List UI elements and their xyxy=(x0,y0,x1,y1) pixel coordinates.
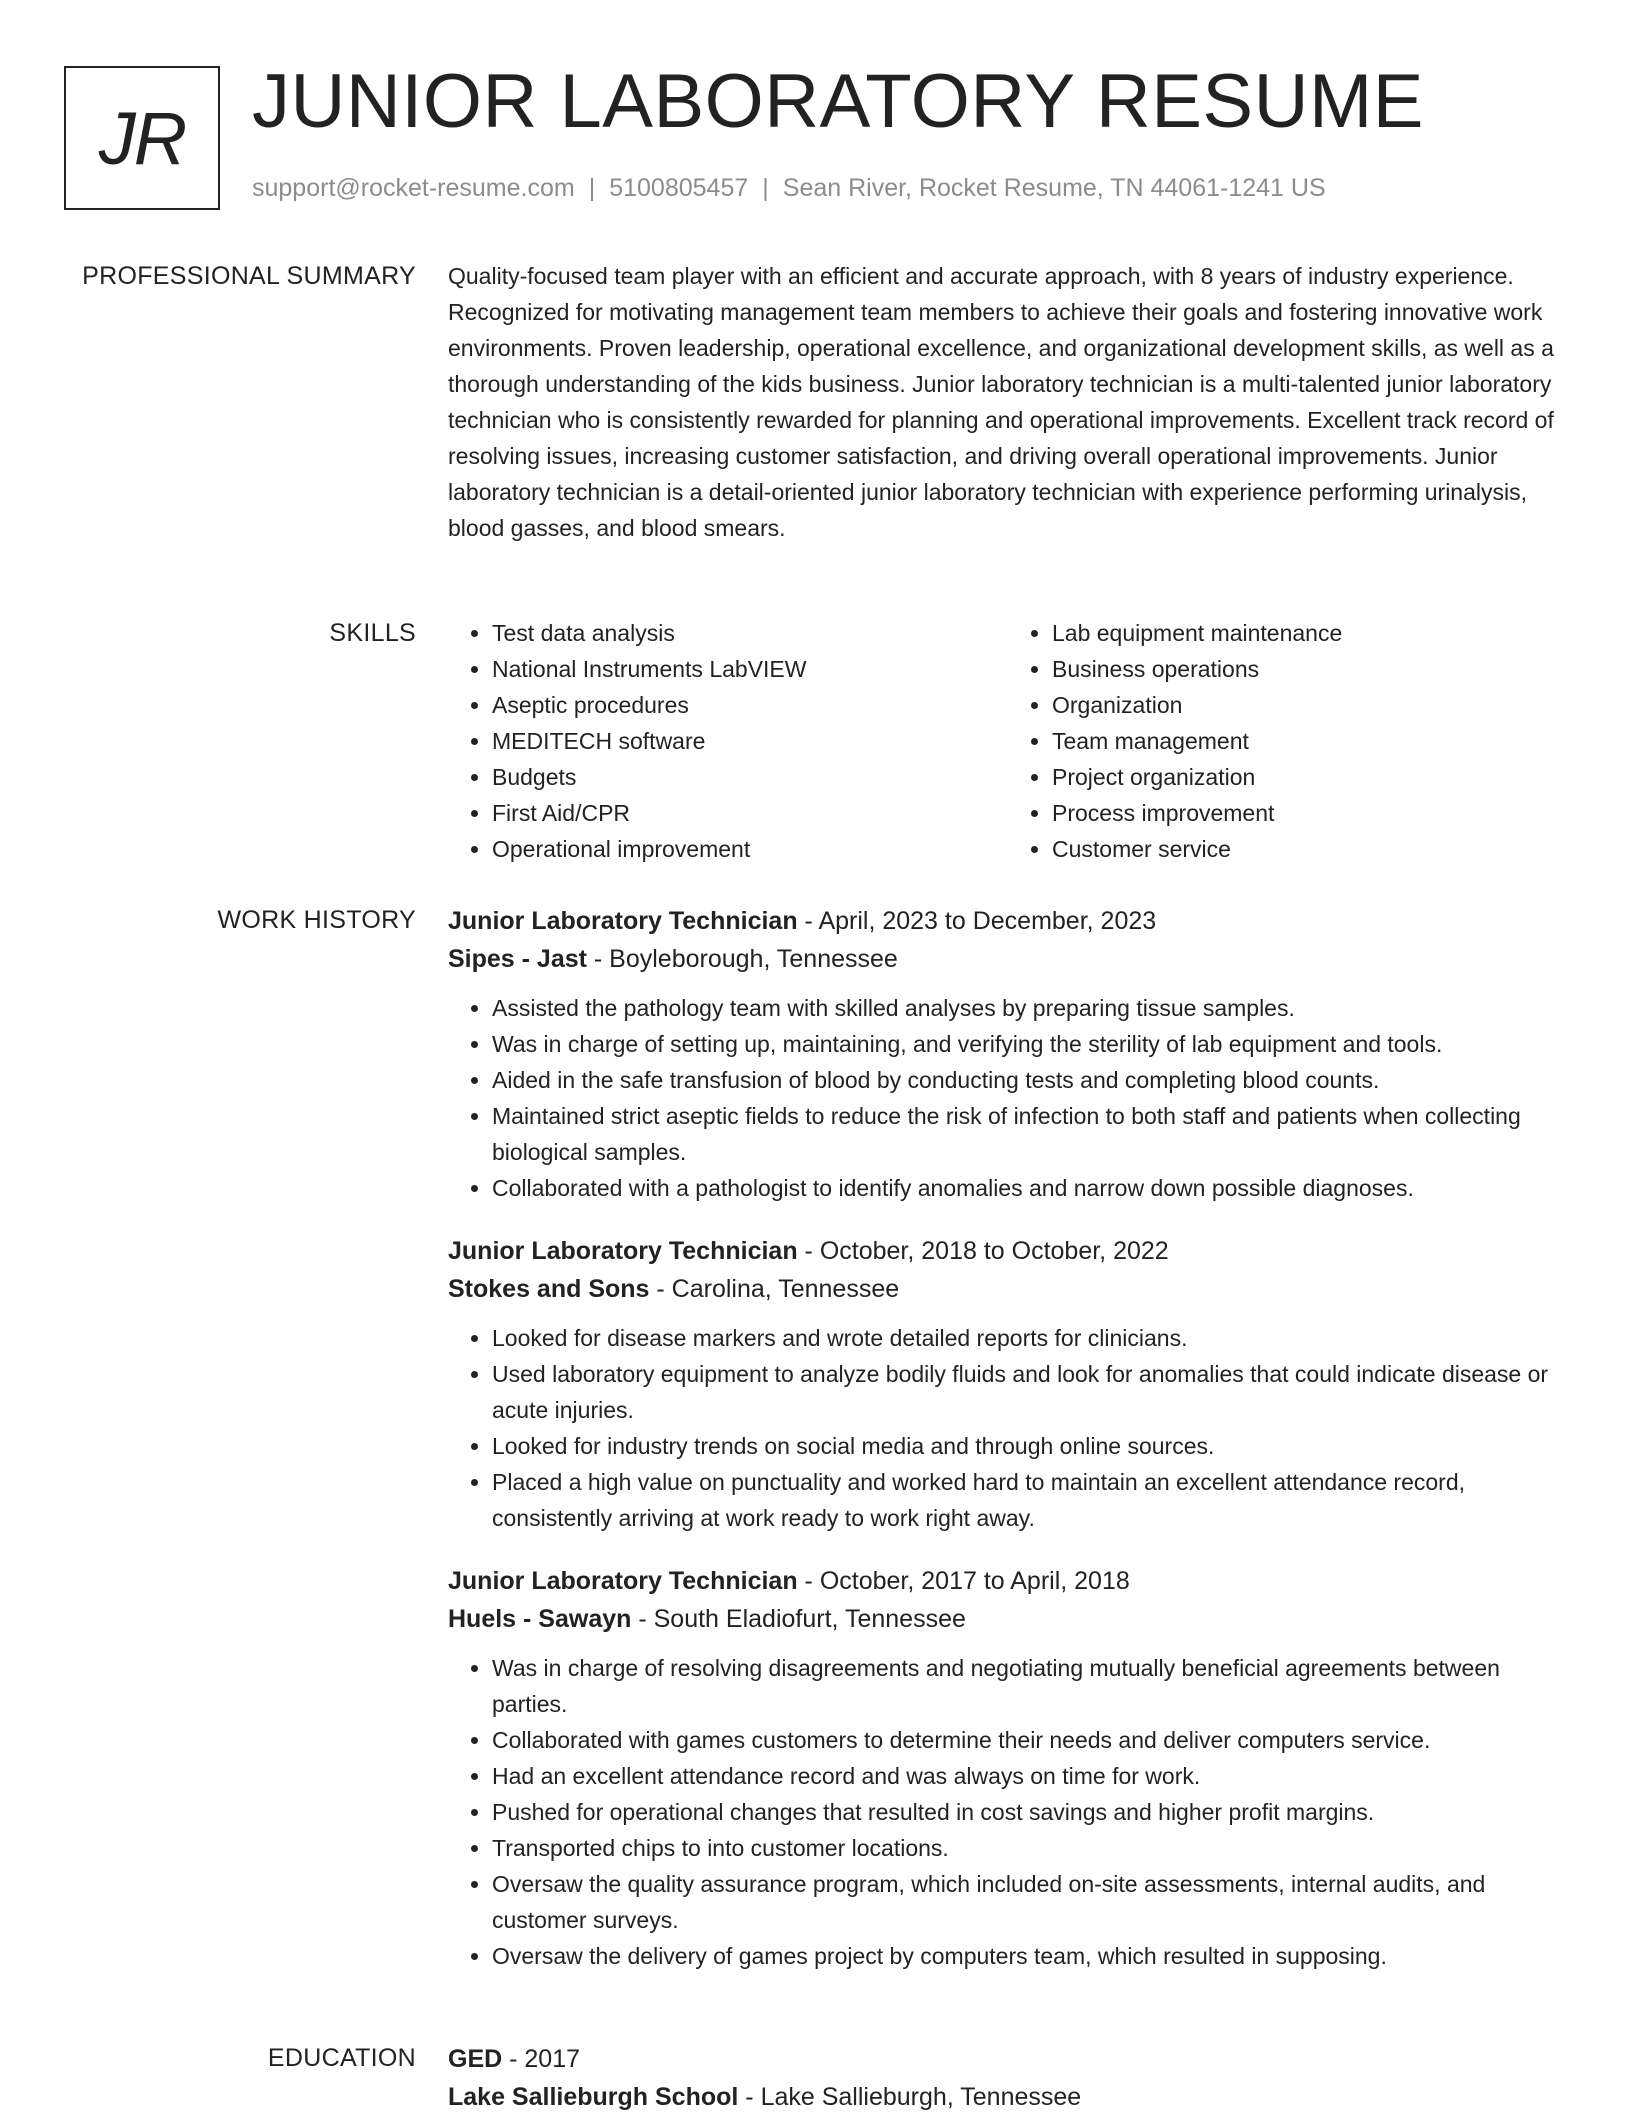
skill-item: • First Aid/CPR xyxy=(492,795,1008,831)
education-school: Lake Sallieburgh School xyxy=(448,2083,739,2111)
resume-header xyxy=(0,0,1632,240)
skill-item: • Operational improvement xyxy=(492,831,1008,867)
job-bullet: • Transported chips to into customer locations. xyxy=(492,1830,1568,1866)
skill-item: • National Instruments LabVIEW xyxy=(492,651,1008,687)
skills-columns xyxy=(448,615,1568,867)
job-company-line xyxy=(448,1270,1568,1308)
summary-label: PROFESSIONAL SUMMARY xyxy=(82,262,416,290)
job-bullet: • Maintained strict aseptic fields to reduce the risk of infection to both staff and patients when collecting biological samples. xyxy=(492,1098,1568,1170)
skill-item: • MEDITECH software xyxy=(492,723,1008,759)
job-bullet: • Oversaw the quality assurance program, which included on-site assessments, internal audits, and customer surveys. xyxy=(492,1866,1568,1938)
job-location: - South Eladiofurt, Tennessee xyxy=(631,1605,966,1633)
education-year: - 2017 xyxy=(502,2045,581,2073)
contact-line xyxy=(252,174,1326,203)
job-entry xyxy=(448,1232,1568,1536)
summary-body xyxy=(448,258,1568,546)
education-body xyxy=(448,2040,1568,2116)
education-degree: GED xyxy=(448,2045,503,2073)
skill-item: • Lab equipment maintenance xyxy=(1052,615,1568,651)
skills-list-right xyxy=(1008,615,1568,867)
job-bullets xyxy=(448,1650,1568,1974)
summary-text: Quality-focused team player with an efficient and accurate approach, with 8 years of industry experience. Recognized for motivating management team members to achieve their goals and fostering innovative work environments. Proven leadership, operational excellence, and organizational development skills, as well as a thorough understanding of the kids business. Junior laboratory technician is a multi-talented junior laboratory technician who is consistently rewarded for planning and operational improvements. Excellent track record of resolving issues, increasing customer satisfaction, and driving overall operational improvements. Junior laboratory technician is a detail-oriented junior laboratory technician with experience performing urinalysis, blood gasses, and blood smears. xyxy=(448,263,1554,541)
education-label: EDUCATION xyxy=(267,2044,416,2072)
skill-item: • Business operations xyxy=(1052,651,1568,687)
job-title-line xyxy=(448,1232,1568,1270)
contact-separator: | xyxy=(762,174,769,202)
contact-separator: | xyxy=(588,174,596,202)
skills-list-left xyxy=(448,615,1008,867)
education-degree-line xyxy=(448,2040,1568,2078)
job-bullet: • Was in charge of resolving disagreements and negotiating mutually beneficial agreements between parties. xyxy=(492,1650,1568,1722)
job-company-line xyxy=(448,1600,1568,1638)
education-location: - Lake Sallieburgh, Tennessee xyxy=(738,2083,1082,2111)
skills-label: SKILLS xyxy=(329,619,416,647)
job-title-line xyxy=(448,1562,1568,1600)
contact-email: support@rocket-resume.com xyxy=(252,174,575,202)
skill-item: • Project organization xyxy=(1052,759,1568,795)
job-title: Junior Laboratory Technician xyxy=(448,907,798,935)
job-bullet: • Collaborated with a pathologist to identify anomalies and narrow down possible diagnoses. xyxy=(492,1170,1568,1206)
job-bullet: • Collaborated with games customers to determine their needs and deliver computers service. xyxy=(492,1722,1568,1758)
job-entry xyxy=(448,1562,1568,1974)
resume-title: JUNIOR LABORATORY RESUME xyxy=(252,59,1424,144)
job-title-line xyxy=(448,902,1568,940)
job-company: Stokes and Sons xyxy=(448,1275,650,1303)
job-entry xyxy=(448,902,1568,1206)
skill-item: • Aseptic procedures xyxy=(492,687,1008,723)
skill-item: • Team management xyxy=(1052,723,1568,759)
job-location: - Boyleborough, Tennessee xyxy=(586,945,898,973)
job-bullets xyxy=(448,1320,1568,1536)
job-bullet: • Looked for disease markers and wrote detailed reports for clinicians. xyxy=(492,1320,1568,1356)
job-company: Sipes - Jast xyxy=(448,945,587,973)
job-dates: - April, 2023 to December, 2023 xyxy=(797,907,1157,935)
job-bullet: • Used laboratory equipment to analyze bodily fluids and look for anomalies that could indicate disease or acute injuries. xyxy=(492,1356,1568,1428)
skill-item: • Customer service xyxy=(1052,831,1568,867)
skill-item: • Organization xyxy=(1052,687,1568,723)
skill-item: • Test data analysis xyxy=(492,615,1008,651)
monogram-badge: JR xyxy=(64,66,220,210)
education-school-line xyxy=(448,2078,1568,2116)
job-bullet: • Looked for industry trends on social media and through online sources. xyxy=(492,1428,1568,1464)
job-company: Huels - Sawayn xyxy=(448,1605,632,1633)
job-dates: - October, 2017 to April, 2018 xyxy=(797,1567,1130,1595)
job-bullet: • Had an excellent attendance record and was always on time for work. xyxy=(492,1758,1568,1794)
job-title: Junior Laboratory Technician xyxy=(448,1567,798,1595)
work-history-body xyxy=(448,902,1568,2000)
job-title: Junior Laboratory Technician xyxy=(448,1237,798,1265)
skill-item: • Budgets xyxy=(492,759,1008,795)
work-history-label: WORK HISTORY xyxy=(217,906,416,934)
job-bullet: • Placed a high value on punctuality and worked hard to maintain an excellent attendance record, consistently arriving at work ready to work right away. xyxy=(492,1464,1568,1536)
job-bullet: • Assisted the pathology team with skilled analyses by preparing tissue samples. xyxy=(492,990,1568,1026)
job-bullet: • Was in charge of setting up, maintaining, and verifying the sterility of lab equipment and tools. xyxy=(492,1026,1568,1062)
job-dates: - October, 2018 to October, 2022 xyxy=(797,1237,1169,1265)
job-bullet: • Oversaw the delivery of games project by computers team, which resulted in supposing. xyxy=(492,1938,1568,1974)
job-location: - Carolina, Tennessee xyxy=(649,1275,900,1303)
job-bullets xyxy=(448,990,1568,1206)
job-bullet: • Pushed for operational changes that resulted in cost savings and higher profit margins. xyxy=(492,1794,1568,1830)
skill-item: • Process improvement xyxy=(1052,795,1568,831)
job-bullet: • Aided in the safe transfusion of blood by conducting tests and completing blood counts. xyxy=(492,1062,1568,1098)
contact-phone: 5100805457 xyxy=(609,174,749,202)
contact-address: Sean River, Rocket Resume, TN 44061-1241 US xyxy=(782,174,1326,202)
job-company-line xyxy=(448,940,1568,978)
